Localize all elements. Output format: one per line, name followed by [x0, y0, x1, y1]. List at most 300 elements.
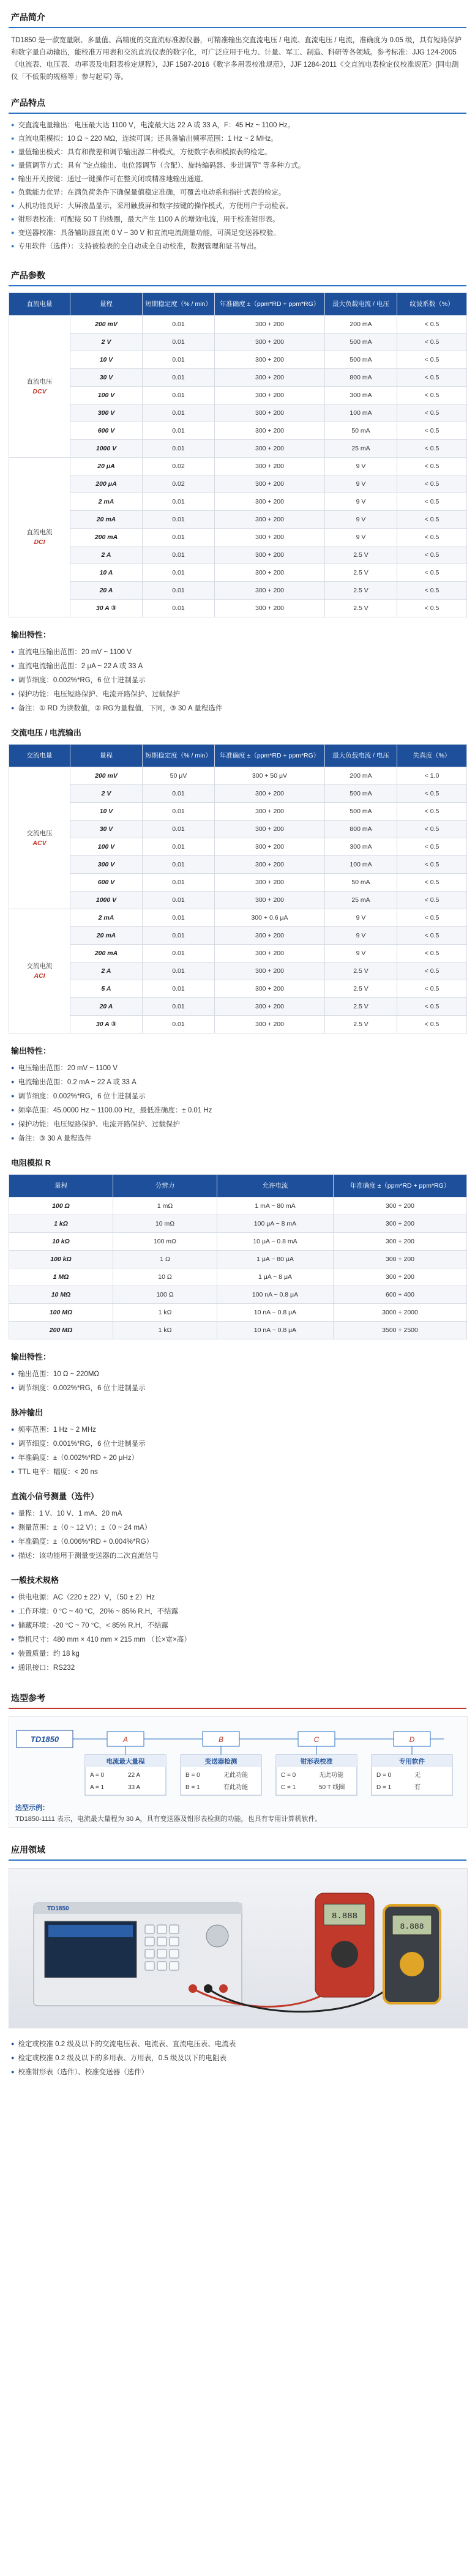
table-cell: 2.5 V	[325, 582, 397, 600]
table-cell: 0.01	[143, 874, 215, 892]
table-cell: 3000 + 2000	[334, 1304, 467, 1322]
table-cell: 0.02	[143, 475, 215, 493]
table-cell: 0.01	[143, 404, 215, 422]
res-spec-table	[9, 1174, 467, 1339]
table-row	[9, 422, 467, 440]
table-cell: 0.01	[143, 422, 215, 440]
table-cell: < 0.5	[397, 856, 467, 874]
table-cell: < 1.0	[397, 767, 467, 785]
option-value: 22 A	[128, 1772, 141, 1779]
table-row	[9, 546, 467, 564]
group-label-cell	[9, 909, 70, 1033]
spec-item: ● 供电电源：AC（220 ± 22）V，（50 ± 2）Hz	[11, 1590, 464, 1604]
table-header-cell: 年准确度 ±（ppm*RD + ppm*RG）	[215, 293, 325, 316]
feature-item: ● 专用软件（选件）：支持被检表的全自动或全自动校准，数据管理和证书导出。	[11, 240, 464, 253]
range-cell: 10 V	[70, 803, 143, 821]
range-cell: 100 V	[70, 387, 143, 404]
table-cell: < 0.5	[397, 475, 467, 493]
table-cell: < 0.5	[397, 493, 467, 511]
table-cell: 300 + 200	[215, 892, 325, 909]
instrument-brand-label: TD1850	[47, 1905, 69, 1912]
range-cell: 200 μA	[70, 475, 143, 493]
table-cell: 300 + 0.6 μA	[215, 909, 325, 927]
spec-item: ● 备注：① RD 为读数值，② RG为量程值，下同，③ 30 A 量程选件	[11, 701, 464, 715]
ac-section-title: 交流电压 / 电流输出	[11, 728, 81, 737]
table-cell: 100 mΩ	[113, 1233, 217, 1251]
table-row	[9, 909, 467, 927]
pulse-title: 脉冲输出	[11, 1408, 43, 1417]
table-cell: 9 V	[325, 493, 397, 511]
range-cell: 300 V	[70, 856, 143, 874]
spec-item: ● 备注：③ 30 A 量程选件	[11, 1131, 464, 1145]
option-value: 无	[414, 1772, 421, 1779]
table-cell: < 0.5	[397, 927, 467, 945]
option-value: 有此功能	[223, 1784, 248, 1791]
table-header-cell: 分辨力	[113, 1175, 217, 1197]
range-cell: 200 mA	[70, 945, 143, 962]
keypad-key	[170, 1962, 179, 1970]
ordering-diagram-svg	[9, 1717, 467, 1827]
spec-item: ● 调节细度：0.002%*RG，6 位十进制显示	[11, 673, 464, 687]
table-cell: 1 kΩ	[113, 1304, 217, 1322]
table-row	[9, 1197, 467, 1215]
table-cell: < 0.5	[397, 803, 467, 821]
table-row	[9, 767, 467, 785]
table-cell: 500 mA	[325, 351, 397, 369]
feature-item: ● 量值输出模式：具有和微差和调节输出源二种模式，方便数字表和模拟表的检定。	[11, 146, 464, 159]
res-section-title: 电阻模拟 R	[11, 1158, 51, 1167]
res-output-list	[11, 1367, 464, 1395]
table-cell: < 0.5	[397, 1016, 467, 1033]
table-cell: 0.01	[143, 440, 215, 458]
table-row	[9, 440, 467, 458]
option-value: 无此功能	[223, 1772, 248, 1779]
group-label-en: DCI	[34, 538, 45, 546]
table-row	[9, 582, 467, 600]
group-label-cell	[9, 316, 70, 458]
table-cell: 300 + 200	[215, 803, 325, 821]
table-cell: 25 mA	[325, 440, 397, 458]
range-cell: 20 A	[70, 998, 143, 1016]
option-value: 无此功能	[319, 1772, 343, 1779]
table-cell: 300 + 200	[215, 962, 325, 980]
features-list	[11, 119, 464, 253]
spec-item: ● 工作环境：0 °C ~ 40 °C，20% ~ 85% R.H，不结露	[11, 1604, 464, 1618]
instrument-illustration	[9, 1869, 467, 2028]
table-cell: 300 + 200	[215, 333, 325, 351]
table-row	[9, 1016, 467, 1033]
model-label: TD1850	[30, 1735, 59, 1744]
table-row	[9, 1268, 467, 1286]
table-cell: 300 + 200	[334, 1215, 467, 1233]
res-table-header	[9, 1175, 467, 1197]
multimeter-red-readout: 8.888	[331, 1912, 358, 1921]
keypad-key	[157, 1949, 166, 1958]
table-row	[9, 1304, 467, 1322]
range-cell: 30 A ③	[70, 600, 143, 617]
option-group-title: 专用软件	[399, 1758, 425, 1765]
table-cell: 0.01	[143, 945, 215, 962]
table-cell: < 0.5	[397, 387, 467, 404]
option-code: D = 1	[376, 1784, 392, 1791]
keypad-key	[145, 1937, 154, 1946]
table-cell: 9 V	[325, 475, 397, 493]
group-label-cn: 交流电流	[26, 962, 53, 970]
group-label-cn: 交流电压	[26, 829, 53, 837]
table-cell: 100 μA ~ 8 mA	[217, 1215, 334, 1233]
table-header-cell: 直流电量	[9, 293, 70, 316]
table-cell: 0.01	[143, 980, 215, 998]
table-cell: 100 mA	[325, 404, 397, 422]
table-cell: 0.01	[143, 387, 215, 404]
table-cell: 300 + 200	[215, 475, 325, 493]
table-row	[9, 1233, 467, 1251]
table-cell: 0.01	[143, 892, 215, 909]
table-cell: < 0.5	[397, 546, 467, 564]
table-row	[9, 1322, 467, 1339]
table-row	[9, 333, 467, 351]
option-value: 有	[414, 1784, 421, 1791]
table-cell: 300 + 200	[215, 458, 325, 475]
table-cell: 300 + 200	[215, 422, 325, 440]
table-row	[9, 1286, 467, 1304]
keypad-key	[170, 1937, 179, 1946]
table-cell: 0.02	[143, 458, 215, 475]
spec-item: ● 检定或校准 0.2 级及以下的交流电压表、电流表、直流电压表、电流表	[11, 2037, 464, 2051]
table-cell: 10 nA ~ 0.8 μA	[217, 1304, 334, 1322]
table-header-cell: 最大负载电流 / 电压	[325, 745, 397, 767]
table-header-cell: 短期稳定度（% / min）	[143, 293, 215, 316]
spec-item: ● 校准钳形表（选件）、校准变送器（选件）	[11, 2065, 464, 2079]
spec-item: ● 调节细度：0.002%*RG，6 位十进制显示	[11, 1089, 464, 1103]
features-title: 产品特点	[11, 98, 45, 108]
table-header-cell: 量程	[70, 745, 143, 767]
spec-item: ● 装置质量：约 18 kg	[11, 1647, 464, 1661]
application-list	[11, 2037, 464, 2079]
option-code: C = 1	[281, 1784, 296, 1791]
table-cell: 0.01	[143, 821, 215, 838]
table-cell: < 0.5	[397, 511, 467, 529]
spec-item: ● 频率范围：45.0000 Hz ~ 1100.00 Hz，最低准确度：± 0.01 Hz	[11, 1103, 464, 1117]
table-cell: 50 mA	[325, 874, 397, 892]
table-cell: 300 + 200	[215, 945, 325, 962]
table-cell: 9 V	[325, 945, 397, 962]
table-cell: < 0.5	[397, 582, 467, 600]
range-cell: 2 mA	[70, 493, 143, 511]
table-cell: 0.01	[143, 564, 215, 582]
product-page	[0, 11, 475, 2576]
table-cell: 0.01	[143, 856, 215, 874]
table-cell: < 0.5	[397, 962, 467, 980]
spec-item: ● 保护功能：电压短路保护、电流开路保护、过载保护	[11, 687, 464, 701]
range-cell: 100 Ω	[9, 1197, 113, 1215]
table-cell: 2.5 V	[325, 564, 397, 582]
range-cell: 30 V	[70, 369, 143, 387]
table-cell: 9 V	[325, 458, 397, 475]
keypad-key	[157, 1937, 166, 1946]
option-code: A = 1	[90, 1784, 105, 1791]
keypad-key	[145, 1925, 154, 1934]
table-cell: 300 + 200	[334, 1233, 467, 1251]
table-row	[9, 821, 467, 838]
table-cell: < 0.5	[397, 874, 467, 892]
table-cell: 0.01	[143, 927, 215, 945]
table-cell: < 0.5	[397, 404, 467, 422]
table-cell: 300 + 200	[215, 1016, 325, 1033]
group-label-cell	[9, 767, 70, 909]
keypad-key	[145, 1949, 154, 1958]
table-cell: < 0.5	[397, 440, 467, 458]
table-cell: 100 Ω	[113, 1286, 217, 1304]
table-row	[9, 564, 467, 582]
table-cell: 0.01	[143, 493, 215, 511]
table-cell: 0.01	[143, 316, 215, 333]
table-row	[9, 838, 467, 856]
option-group-title: 变送器检测	[204, 1758, 238, 1765]
spec-item: ● 直流电压输出范围：20 mV ~ 1100 V	[11, 645, 464, 659]
range-cell: 1 kΩ	[9, 1215, 113, 1233]
range-cell: 30 A ③	[70, 1016, 143, 1033]
dc-table-header	[9, 293, 467, 316]
feature-item: ● 负载能力优异：在满负荷条件下确保量值稳定准确，可覆盖电动系和指针式表的检定。	[11, 186, 464, 199]
table-cell: 0.01	[143, 351, 215, 369]
ac-output-list	[11, 1061, 464, 1145]
table-row	[9, 404, 467, 422]
table-cell: < 0.5	[397, 351, 467, 369]
table-cell: 0.01	[143, 529, 215, 546]
option-code: A = 0	[90, 1772, 105, 1779]
application-divider	[9, 1859, 466, 1861]
range-cell: 1000 V	[70, 440, 143, 458]
option-group-title: 钳形表校准	[300, 1758, 333, 1765]
example-text: TD1850-1111 表示，电流最大量程为 30 A，具有变送器及钳形表检测的功能，也具有专用计算机软件。	[15, 1815, 322, 1823]
table-header-cell: 允许电流	[217, 1175, 334, 1197]
table-cell: 1 mA ~ 80 mA	[217, 1197, 334, 1215]
table-cell: 300 + 200	[334, 1197, 467, 1215]
table-cell: 10 nA ~ 0.8 μA	[217, 1322, 334, 1339]
ac-spec-table	[9, 744, 467, 1033]
range-cell: 100 kΩ	[9, 1251, 113, 1268]
range-cell: 600 V	[70, 422, 143, 440]
table-cell: < 0.5	[397, 821, 467, 838]
multimeter-yellow-dial	[400, 1952, 424, 1976]
option-letter: D	[409, 1735, 415, 1744]
dc-output-title: 输出特性：	[11, 630, 51, 639]
table-cell: 300 + 50 μV	[215, 767, 325, 785]
spec-item: ● 年准确度：±（0.002%*RD + 20 μHz）	[11, 1451, 464, 1465]
table-cell: 10 Ω	[113, 1268, 217, 1286]
table-cell: 300 + 200	[215, 856, 325, 874]
table-cell: 300 + 200	[215, 980, 325, 998]
table-cell: 3500 + 2500	[334, 1322, 467, 1339]
range-cell: 20 A	[70, 582, 143, 600]
table-row	[9, 351, 467, 369]
table-cell: 300 + 200	[215, 998, 325, 1016]
table-row	[9, 892, 467, 909]
ordering-diagram	[9, 1716, 468, 1828]
option-code: C = 0	[281, 1772, 296, 1779]
table-header-cell: 失真度（%）	[397, 745, 467, 767]
table-cell: < 0.5	[397, 369, 467, 387]
table-row	[9, 1215, 467, 1233]
table-row	[9, 458, 467, 475]
table-cell: 10 μA ~ 0.8 mA	[217, 1233, 334, 1251]
table-cell: 300 + 200	[215, 546, 325, 564]
dc-spec-table	[9, 292, 467, 617]
table-cell: 300 + 200	[215, 387, 325, 404]
range-cell: 10 A	[70, 564, 143, 582]
spec-item: ● 描述：该功能用于测量变送器的二次直流信号	[11, 1549, 464, 1563]
table-cell: 2.5 V	[325, 962, 397, 980]
feature-item: ● 直流电阻模拟：10 Ω ~ 220 MΩ，连续可调；还具备输出频率范围：1 Hz ~ 2 MHz。	[11, 132, 464, 146]
table-cell: 300 + 200	[215, 600, 325, 617]
table-cell: 2.5 V	[325, 980, 397, 998]
table-row	[9, 856, 467, 874]
table-cell: < 0.5	[397, 600, 467, 617]
table-row	[9, 1251, 467, 1268]
group-label-en: ACI	[34, 972, 45, 980]
table-cell: 300 + 200	[215, 511, 325, 529]
features-divider	[9, 113, 466, 114]
range-cell: 100 MΩ	[9, 1304, 113, 1322]
screen-header	[48, 1925, 133, 1937]
table-cell: < 0.5	[397, 564, 467, 582]
dc-output-list	[11, 645, 464, 715]
table-cell: 50 mA	[325, 422, 397, 440]
range-cell: 600 V	[70, 874, 143, 892]
ac-table-header	[9, 745, 467, 767]
table-cell: 2.5 V	[325, 546, 397, 564]
res-output-title: 输出特性：	[11, 1352, 51, 1361]
group-label-cell	[9, 458, 70, 617]
table-header-cell: 年准确度 ±（ppm*RD + ppm*RG）	[334, 1175, 467, 1197]
range-cell: 10 V	[70, 351, 143, 369]
table-cell: < 0.5	[397, 998, 467, 1016]
table-cell: < 0.5	[397, 529, 467, 546]
spec-item: ● 保护功能：电压短路保护、电流开路保护、过载保护	[11, 1117, 464, 1131]
table-cell: 0.01	[143, 333, 215, 351]
table-cell: 300 mA	[325, 838, 397, 856]
range-cell: 2 mA	[70, 909, 143, 927]
table-cell: 9 V	[325, 927, 397, 945]
spec-item: ● 直流电流输出范围：2 μA ~ 22 A 或 33 A	[11, 659, 464, 673]
range-cell: 2 V	[70, 333, 143, 351]
table-cell: 0.01	[143, 785, 215, 803]
spec-item: ● 储藏环境：-20 °C ~ 70 °C，< 85% R.H，不结露	[11, 1618, 464, 1632]
keypad-key	[157, 1925, 166, 1934]
table-cell: 300 + 200	[334, 1251, 467, 1268]
table-cell: 300 + 200	[215, 838, 325, 856]
range-cell: 300 V	[70, 404, 143, 422]
group-label-cn: 直流电流	[26, 529, 53, 536]
feature-item: ● 交直流电量输出：电压最大达 1100 V，电流最大达 22 A 或 33 A，F：45 Hz ~ 1100 Hz。	[11, 119, 464, 132]
ac-output-title: 输出特性：	[11, 1046, 51, 1055]
option-group-title: 电流最大量程	[106, 1758, 145, 1765]
range-cell: 10 MΩ	[9, 1286, 113, 1304]
table-cell: 0.01	[143, 838, 215, 856]
table-cell: 300 + 200	[215, 351, 325, 369]
range-cell: 10 kΩ	[9, 1233, 113, 1251]
example-label: 选型示例：	[15, 1804, 49, 1812]
range-cell: 1 MΩ	[9, 1268, 113, 1286]
table-cell: 9 V	[325, 511, 397, 529]
table-cell: 500 mA	[325, 333, 397, 351]
range-cell: 30 V	[70, 821, 143, 838]
table-cell: < 0.5	[397, 316, 467, 333]
range-cell: 200 mA	[70, 529, 143, 546]
params-title: 产品参数	[11, 270, 45, 280]
option-letter: C	[313, 1735, 320, 1744]
table-cell: 200 mA	[325, 316, 397, 333]
option-value: 50 T 线圈	[319, 1784, 345, 1791]
range-cell: 2 A	[70, 962, 143, 980]
table-cell: 300 + 200	[215, 316, 325, 333]
spec-item: ● 输出范围：10 Ω ~ 220MΩ	[11, 1367, 464, 1381]
table-cell: 100 nA ~ 0.8 μA	[217, 1286, 334, 1304]
table-row	[9, 998, 467, 1016]
pulse-list	[11, 1423, 464, 1479]
table-cell: 300 + 200	[215, 493, 325, 511]
table-cell: 300 + 200	[215, 529, 325, 546]
table-cell: 2.5 V	[325, 1016, 397, 1033]
table-header-cell: 年准确度 ±（ppm*RD + ppm*RG）	[215, 745, 325, 767]
table-cell: 1 mΩ	[113, 1197, 217, 1215]
table-header-cell: 短期稳定度（% / min）	[143, 745, 215, 767]
table-cell: 300 + 200	[215, 404, 325, 422]
table-cell: 0.01	[143, 909, 215, 927]
adjust-knob	[206, 1925, 228, 1947]
table-cell: < 0.5	[397, 838, 467, 856]
spec-item: ● 测量范围：±（0 ~ 12 V）；±（0 ~ 24 mA）	[11, 1521, 464, 1535]
params-divider	[9, 285, 466, 286]
table-cell: 800 mA	[325, 369, 397, 387]
table-cell: < 0.5	[397, 458, 467, 475]
range-cell: 20 mA	[70, 511, 143, 529]
table-cell: 0.01	[143, 511, 215, 529]
table-cell: 2.5 V	[325, 600, 397, 617]
table-cell: 0.01	[143, 369, 215, 387]
table-row	[9, 962, 467, 980]
table-cell: 500 mA	[325, 785, 397, 803]
feature-item: ● 变送器校准：具备辅助源直流 0 V ~ 30 V 和直流电流测量功能，可满足变送器校验。	[11, 226, 464, 240]
group-label-en: ACV	[32, 839, 47, 847]
table-header-cell: 纹波系数（%）	[397, 293, 467, 316]
feature-item: ● 钳形表校准：可配接 50 T 的线圈，最大产生 1100 A 的增效电流，用于校准钳形表。	[11, 213, 464, 226]
spec-item: ● 电流输出范围：0.2 mA ~ 22 A 或 33 A	[11, 1075, 464, 1089]
multimeter-yellow-readout: 8.888	[400, 1922, 424, 1931]
table-cell: 300 + 200	[215, 927, 325, 945]
range-cell: 20 mA	[70, 927, 143, 945]
table-cell: < 0.5	[397, 945, 467, 962]
spec-item: ● 年准确度：±（0.006%*RD + 0.004%*RG）	[11, 1535, 464, 1549]
table-cell: 300 + 200	[215, 369, 325, 387]
option-value: 33 A	[128, 1784, 141, 1791]
table-cell: 1 μA ~ 80 μA	[217, 1251, 334, 1268]
range-cell: 100 V	[70, 838, 143, 856]
range-cell: 20 μA	[70, 458, 143, 475]
table-cell: < 0.5	[397, 980, 467, 998]
table-row	[9, 387, 467, 404]
table-cell: 1 kΩ	[113, 1322, 217, 1339]
feature-item: ● 量值调节方式：具有 "定点输出、电位器调节（含配）、旋转编码器、步进调节" 等多种方式。	[11, 159, 464, 173]
multimeter-red-dial	[331, 1941, 358, 1968]
table-cell: < 0.5	[397, 909, 467, 927]
general-title: 一般技术规格	[11, 1576, 59, 1585]
table-cell: 300 + 200	[215, 821, 325, 838]
keypad-key	[170, 1925, 179, 1934]
feature-item: ● 人机功能良好：大屏液晶显示，采用触摸屏和数字按键的操作模式，方便用户手动检表。	[11, 199, 464, 213]
group-label-en: DCV	[32, 387, 47, 395]
